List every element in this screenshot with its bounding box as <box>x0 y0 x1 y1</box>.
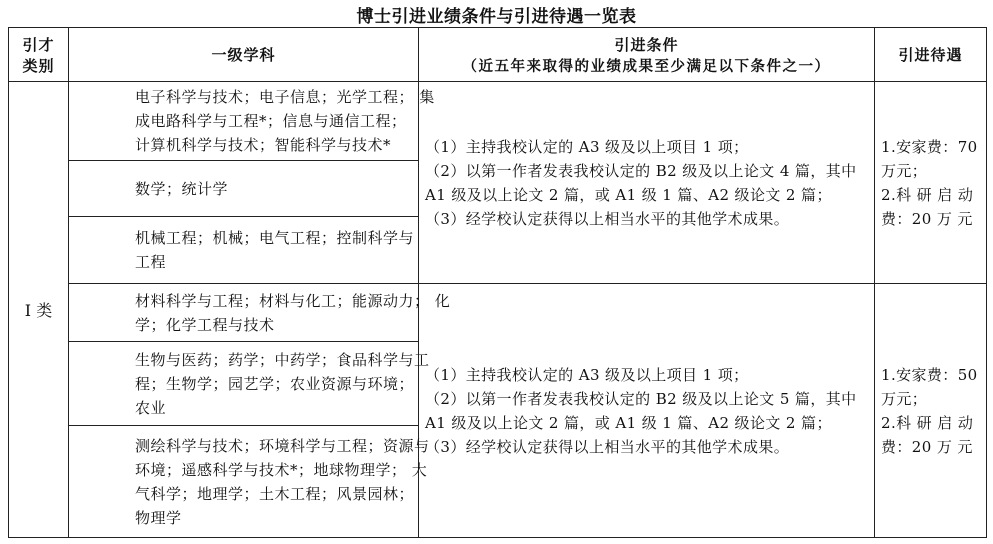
subject-line: 生物与医药；药学；中药学；食品科学与工 <box>135 350 430 369</box>
subject-line: 测绘科学与技术；环境科学与工程；资源与 <box>135 436 430 455</box>
subject-cell <box>69 426 430 538</box>
header-benefits: 引进待遇 <box>875 28 987 82</box>
table-row <box>9 82 987 161</box>
benefit-item: 2.科 研 启 动 费：20 万 元 <box>881 185 974 228</box>
subject-line: 电子科学与技术；电子信息；光学工程； 集 <box>135 88 435 106</box>
header-conditions-line1: 引进条件 <box>614 35 679 54</box>
header-category <box>9 28 69 82</box>
subject-line: 环境；遥感科学与技术*；地球物理学； 大 <box>135 460 428 479</box>
header-conditions-line2: （近五年来取得的业绩成果至少满足以下条件之一） <box>462 58 831 75</box>
subject-cell <box>69 82 435 161</box>
subject-line: 数学；统计学 <box>135 179 229 198</box>
header-row <box>9 28 987 82</box>
subject-line: 学；化学工程与技术 <box>135 315 275 334</box>
benefit-item: 1.安家费：70 万元； <box>881 137 978 180</box>
condition-item: （1）主持我校认定的 A3 级及以上项目 1 项； <box>425 365 749 384</box>
condition-item: （1）主持我校认定的 A3 级及以上项目 1 项； <box>425 137 749 156</box>
subject-cell <box>69 342 430 426</box>
recruitment-table <box>8 27 987 538</box>
subject-cell <box>69 217 419 284</box>
benefits-cell-group-2 <box>875 284 987 538</box>
subject-line: 气科学；地理学；土木工程；风景园林； <box>135 484 415 503</box>
benefits-cell-group-1 <box>875 82 987 284</box>
conditions-cell-group-2 <box>419 284 875 538</box>
subject-line: 计算机科学与技术；智能科学与技术* <box>135 136 392 154</box>
subject-line: 程；生物学；园艺学；农业资源与环境； <box>135 374 415 393</box>
subject-line: 农业 <box>135 398 167 417</box>
conditions-cell-group-1 <box>419 82 875 284</box>
header-subject: 一级学科 <box>69 28 419 82</box>
condition-item: （3）经学校认定获得以上相当水平的其他学术成果。 <box>425 209 790 228</box>
benefit-item: 2.科 研 启 动 费：20 万 元 <box>881 413 974 456</box>
subject-line: 机械工程；机械；电气工程；控制科学与 <box>135 229 415 247</box>
subject-line: 材料科学与工程；材料与化工；能源动力； 化 <box>135 291 451 310</box>
condition-item: （3）经学校认定获得以上相当水平的其他学术成果。 <box>425 437 790 456</box>
header-conditions <box>419 28 875 82</box>
subject-line: 成电路科学与工程*；信息与通信工程； <box>135 112 407 130</box>
subject-line: 物理学 <box>135 508 182 527</box>
category-cell: I 类 <box>9 82 69 538</box>
benefit-item: 1.安家费：50 万元； <box>881 365 978 408</box>
subject-cell <box>69 284 451 342</box>
condition-item: （2）以第一作者发表我校认定的 B2 级及以上论文 4 篇，其中 A1 级及以上论文 2 篇，或 A1 级 1 篇、A2 级论文 2 篇； <box>425 161 857 204</box>
header-category-line1: 引才 <box>22 35 55 54</box>
condition-item: （2）以第一作者发表我校认定的 B2 级及以上论文 5 篇，其中 A1 级及以上论文 2 篇，或 A1 级 1 篇、A2 级论文 2 篇； <box>425 389 857 432</box>
page-title: 博士引进业绩条件与引进待遇一览表 <box>356 7 637 27</box>
subject-line: 工程 <box>135 253 167 271</box>
subject-cell <box>69 161 419 217</box>
header-category-line2: 类别 <box>22 56 55 75</box>
table-row <box>9 284 987 342</box>
